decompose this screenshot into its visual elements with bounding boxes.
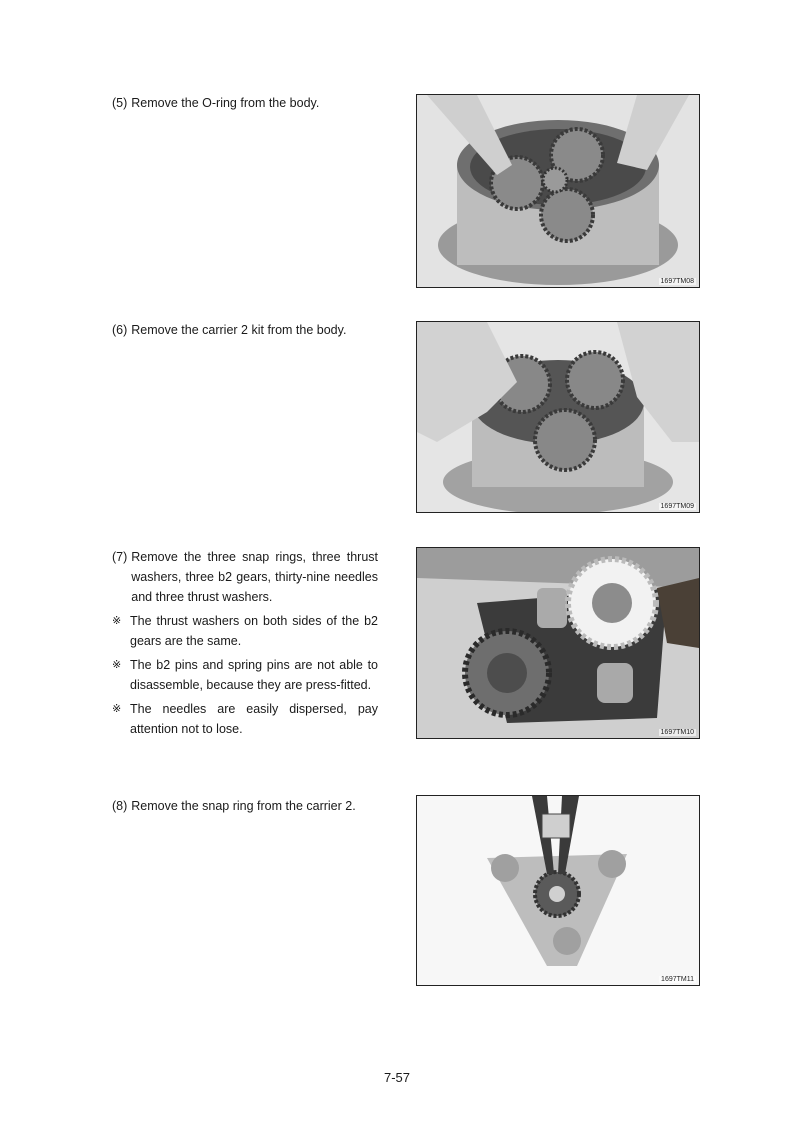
step-text: Remove the O-ring from the body.: [131, 96, 320, 110]
carrier-photo: [417, 796, 699, 985]
photo-code: 1697TM08: [660, 278, 694, 285]
note: [112, 655, 378, 695]
reference-mark-icon: ※: [112, 658, 122, 671]
note-text: The b2 pins and spring pins are not able to disassemble, because they are press-fitted.: [130, 658, 378, 692]
step-text: Remove the carrier 2 kit from the body.: [131, 323, 347, 337]
step-text: Remove the three snap rings, three thrust washers, three b2 gears, thirty-nine needles and three thrust washers.: [131, 550, 378, 604]
photo-code: 1697TM11: [661, 976, 694, 983]
photo-snap-ring-removal: [416, 795, 700, 986]
gears-photo: [417, 548, 699, 738]
photo-oring-removal: [416, 94, 700, 288]
step-number: (8): [112, 799, 128, 813]
note-text: The thrust washers on both sides of the b2 gears are the same.: [130, 614, 378, 648]
note: [112, 611, 378, 651]
page-number: 7-57: [383, 1070, 411, 1085]
reference-mark-icon: ※: [112, 614, 122, 627]
photo-code: 1697TM09: [660, 503, 694, 510]
reference-mark-icon: ※: [112, 702, 122, 715]
step-number: (6): [112, 323, 128, 337]
photo-gear-disassembly: [416, 547, 700, 739]
step-number: (7): [112, 550, 128, 564]
step-8: [112, 796, 378, 816]
carrier-kit-photo: [417, 322, 699, 512]
gear-housing-photo: [417, 95, 699, 287]
note-text: The needles are easily dispersed, pay attention not to lose.: [130, 702, 378, 736]
note: [112, 699, 378, 739]
step-text: Remove the snap ring from the carrier 2.: [131, 799, 356, 813]
step-number: (5): [112, 96, 128, 110]
photo-code: 1697TM10: [660, 729, 694, 736]
photo-carrier-kit-removal: [416, 321, 700, 513]
step-5: [112, 93, 378, 113]
step-7: [112, 547, 378, 739]
step-6: [112, 320, 378, 340]
